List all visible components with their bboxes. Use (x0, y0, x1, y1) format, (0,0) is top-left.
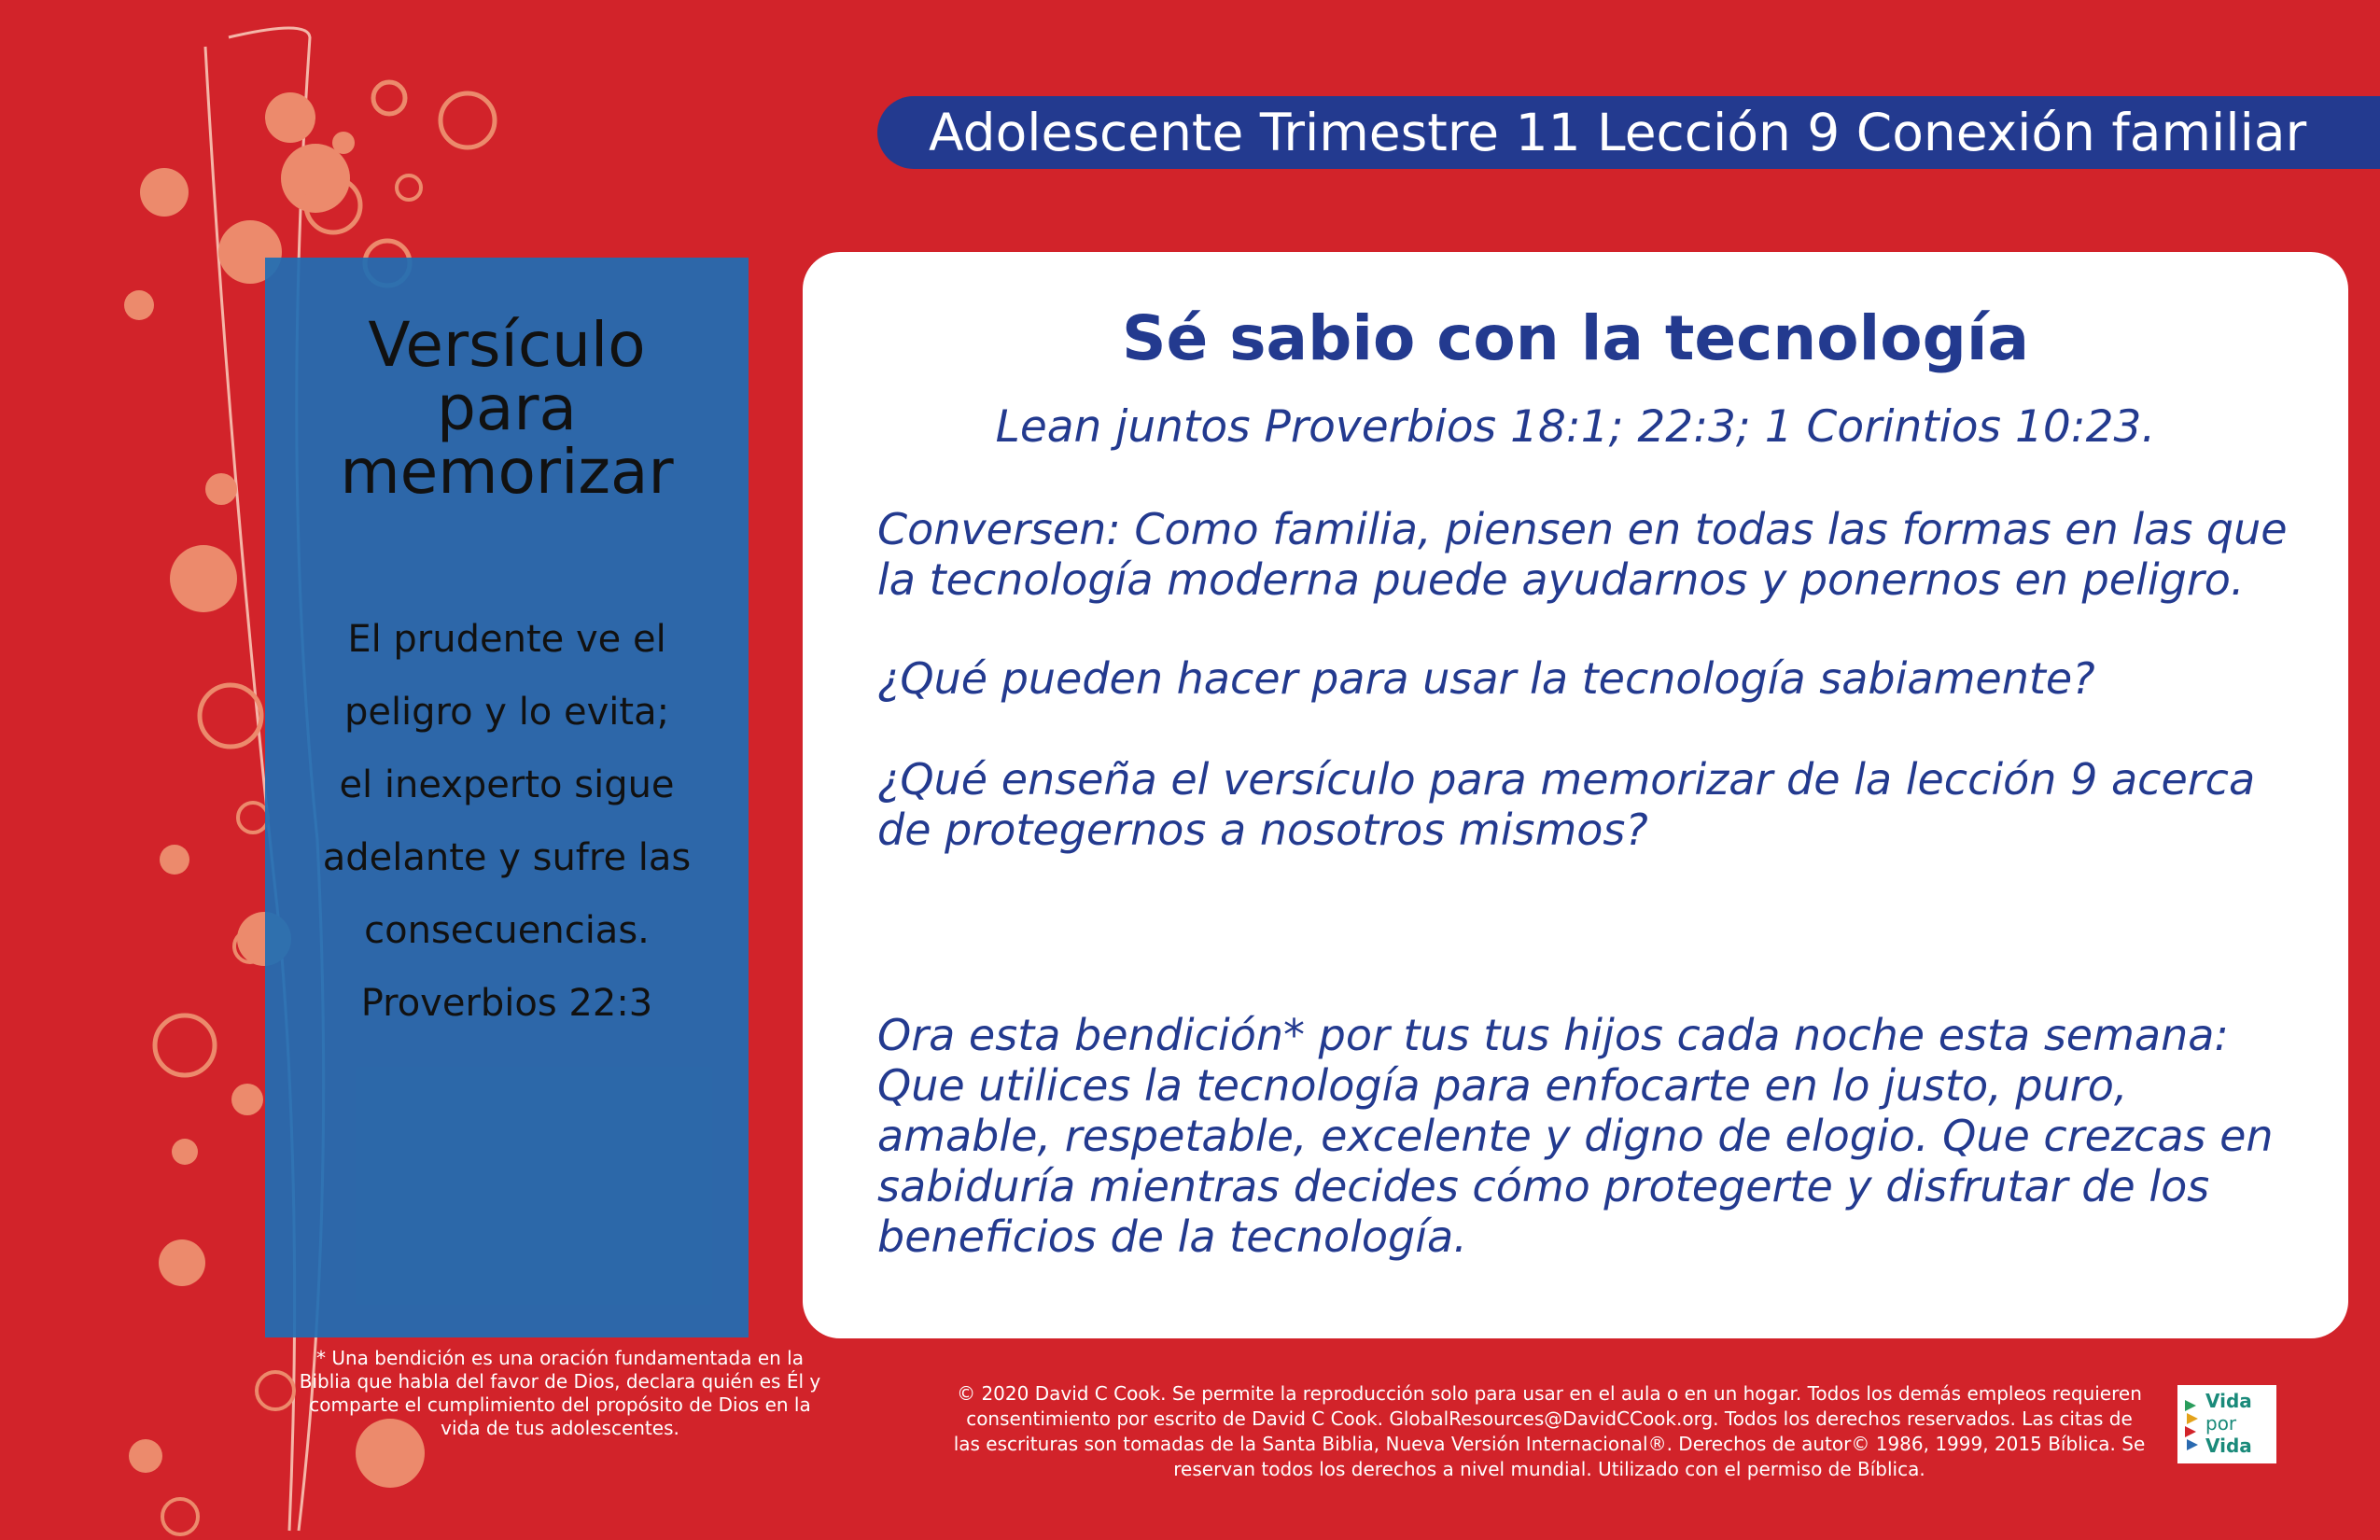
paragraph-line: Ora esta bendición* por tus tus hijos cada noche esta semana: (877, 1010, 2229, 1060)
footnote-line: * Una bendición es una oración fundamentada en la (316, 1347, 804, 1369)
family-connection-card (803, 252, 2348, 1338)
memory-verse-heading-line: Versículo (368, 309, 646, 381)
card-title: Sé sabio con la tecnología (1122, 302, 2029, 374)
verse-line: El prudente ve el (347, 618, 666, 661)
vida-por-vida-logo (2177, 1385, 2276, 1463)
page-title: Adolescente Trimestre 11 Lección 9 Conexión familiar (929, 103, 2307, 162)
logo-word: Vida (2205, 1390, 2252, 1412)
verse-reference: Proverbios 22:3 (360, 982, 653, 1025)
discussion-paragraph (877, 504, 2315, 605)
verse-line: peligro y lo evita; (343, 691, 670, 734)
blessing-footnote (299, 1347, 821, 1440)
logo-text (2205, 1390, 2275, 1457)
copyright-line: reservan todos los derechos a nivel mundial. Utilizado con el permiso de Bíblica. (1173, 1458, 1925, 1480)
paragraph-line: sabiduría mientras decides cómo protegerte y disfrutar de los (877, 1161, 2210, 1211)
memory-verse-heading-line: para (437, 372, 577, 444)
logo-word: Vida (2205, 1435, 2252, 1457)
copyright-line: consentimiento por escrito de David C Cook. GlobalResources@DavidCCook.org. Todos los derechos reservados. Las citas de (966, 1407, 2133, 1430)
verse-line: consecuencias. (364, 909, 650, 952)
footnote-line: vida de tus adolescentes. (441, 1417, 679, 1439)
copyright-line: las escrituras son tomadas de la Santa Biblia, Nueva Versión Internacional®. Derechos de autor© 1986, 1999, 2015 Bíblica. Se (953, 1433, 2146, 1455)
logo-word: por (2205, 1412, 2237, 1435)
paragraph-line: Conversen: Como familia, piensen en todas las formas en las que (877, 504, 2288, 554)
question-two (877, 754, 2315, 855)
footnote-line: Biblia que habla del favor de Dios, declara quién es Él y (299, 1370, 821, 1393)
memory-verse-text (274, 603, 739, 1040)
verse-line: adelante y sufre las (322, 836, 692, 879)
copyright-line: © 2020 David C Cook. Se permite la reproducción solo para usar en el aula o en un hogar. Todos los demás empleos requieren (957, 1382, 2142, 1405)
card-subtitle: Lean juntos Proverbios 18:1; 22:3; 1 Corintios 10:23. (995, 401, 2156, 453)
paragraph-line: de protegernos a nosotros mismos? (877, 805, 1648, 855)
page-title-bar (877, 96, 2380, 169)
paragraph-line: la tecnología moderna puede ayudarnos y ponernos en peligro. (877, 554, 2245, 605)
logo-stripes-icon (2183, 1396, 2202, 1452)
memory-verse-heading-line: memorizar (340, 436, 674, 508)
blessing-paragraph (877, 1010, 2315, 1262)
paragraph-line: Que utilices la tecnología para enfocarte en lo justo, puro, (877, 1060, 2128, 1111)
verse-line: el inexperto sigue (339, 763, 675, 806)
paragraph-line: ¿Qué enseña el versículo para memorizar de la lección 9 acerca (877, 754, 2256, 805)
copyright-notice (877, 1381, 2221, 1482)
paragraph-line: beneficios de la tecnología. (877, 1211, 1467, 1262)
paragraph-line: amable, respetable, excelente y digno de elogio. Que crezcas en (877, 1111, 2274, 1161)
memory-verse-heading (265, 309, 749, 508)
question-one (877, 653, 2315, 704)
memory-verse-panel (265, 258, 749, 1337)
footnote-line: comparte el cumplimiento del propósito de Dios en la (309, 1393, 811, 1416)
paragraph-line: ¿Qué pueden hacer para usar la tecnología sabiamente? (877, 653, 2095, 704)
